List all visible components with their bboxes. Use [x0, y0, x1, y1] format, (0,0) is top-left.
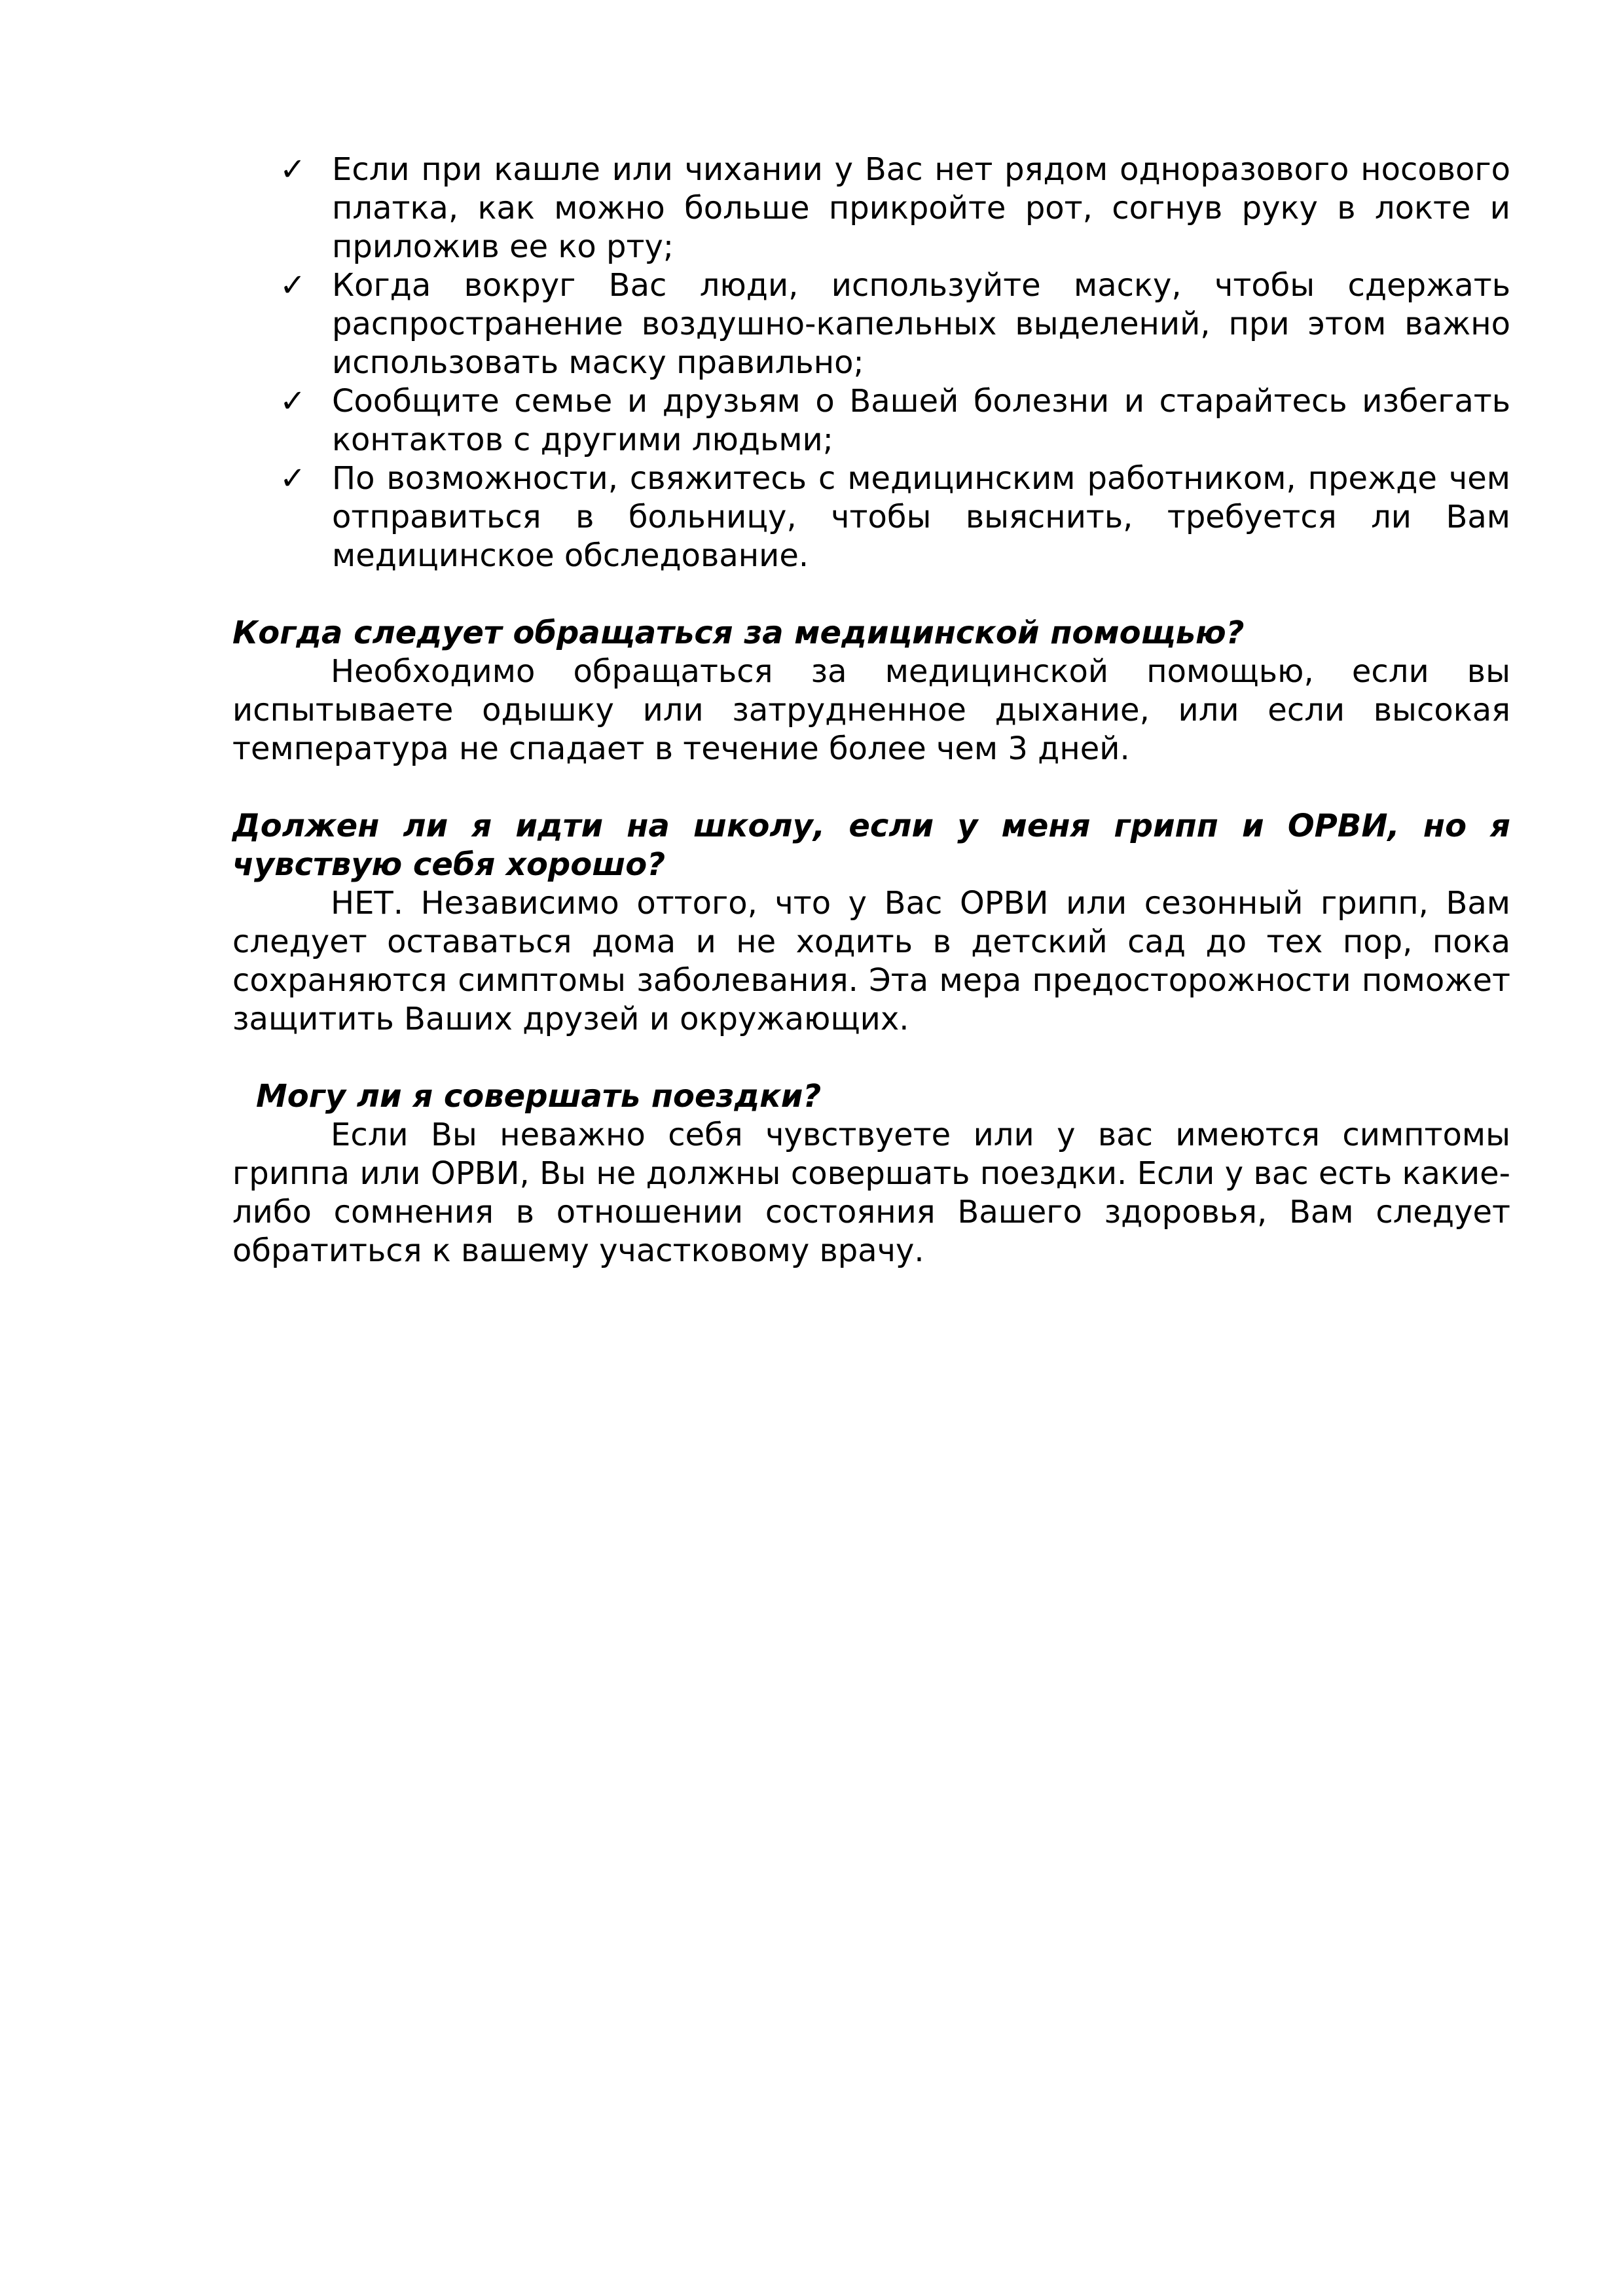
list-item-text: Сообщите семье и друзьям о Вашей болезни и старайтесь избегать контактов с другими людьми;	[332, 383, 1510, 458]
spacer	[232, 1039, 1510, 1077]
list-item	[232, 382, 1510, 459]
section-heading: Когда следует обращаться за медицинской помощью?	[232, 615, 1245, 651]
checklist	[232, 151, 1510, 575]
list-item-text: По возможности, свяжитесь с медицинским работником, прежде чем отправиться в больницу, чтобы выяснить, требуется ли Вам медицинское обследование.	[332, 460, 1510, 574]
checkmark-icon: ✓	[280, 460, 306, 497]
spacer	[232, 768, 1510, 807]
list-item-text: Когда вокруг Вас люди, используйте маску, чтобы сдержать распространение воздушно-капельных выделений, при этом важно использовать маску правильно;	[332, 267, 1510, 381]
list-item	[232, 151, 1510, 266]
document-page	[232, 151, 1510, 1270]
list-item-text: Если при кашле или чихании у Вас нет рядом одноразового носового платка, как можно больше прикройте рот, согнув руку в локте и приложив ее ко рту;	[332, 151, 1510, 265]
checkmark-icon: ✓	[280, 383, 306, 420]
section-paragraph: НЕТ. Независимо оттого, что у Вас ОРВИ или сезонный грипп, Вам следует оставаться дома и не ходить в детский сад до тех пор, пока сохраняются симптомы заболевания. Эта мера предосторожности поможет защитить Ваших друзей и окружающих.	[232, 885, 1510, 1037]
spacer	[232, 575, 1510, 614]
checkmark-icon: ✓	[280, 267, 306, 304]
list-item	[232, 459, 1510, 575]
section-heading: Должен ли я идти на школу, если у меня грипп и ОРВИ, но я чувствую себя хорошо?	[232, 808, 1510, 883]
section-paragraph: Если Вы неважно себя чувствуете или у вас имеются симптомы гриппа или ОРВИ, Вы не должны совершать поездки. Если у вас есть какие-либо сомнения в отношении состояния Вашего здоровья, Вам следует обратиться к вашему участковому врачу.	[232, 1117, 1510, 1269]
list-item	[232, 266, 1510, 382]
section-paragraph: Необходимо обращаться за медицинской помощью, если вы испытываете одышку или затрудненное дыхание, или если высокая температура не спадает в течение более чем 3 дней.	[232, 653, 1510, 767]
checkmark-icon: ✓	[280, 151, 306, 188]
section-heading: Могу ли я совершать поездки?	[256, 1078, 822, 1115]
